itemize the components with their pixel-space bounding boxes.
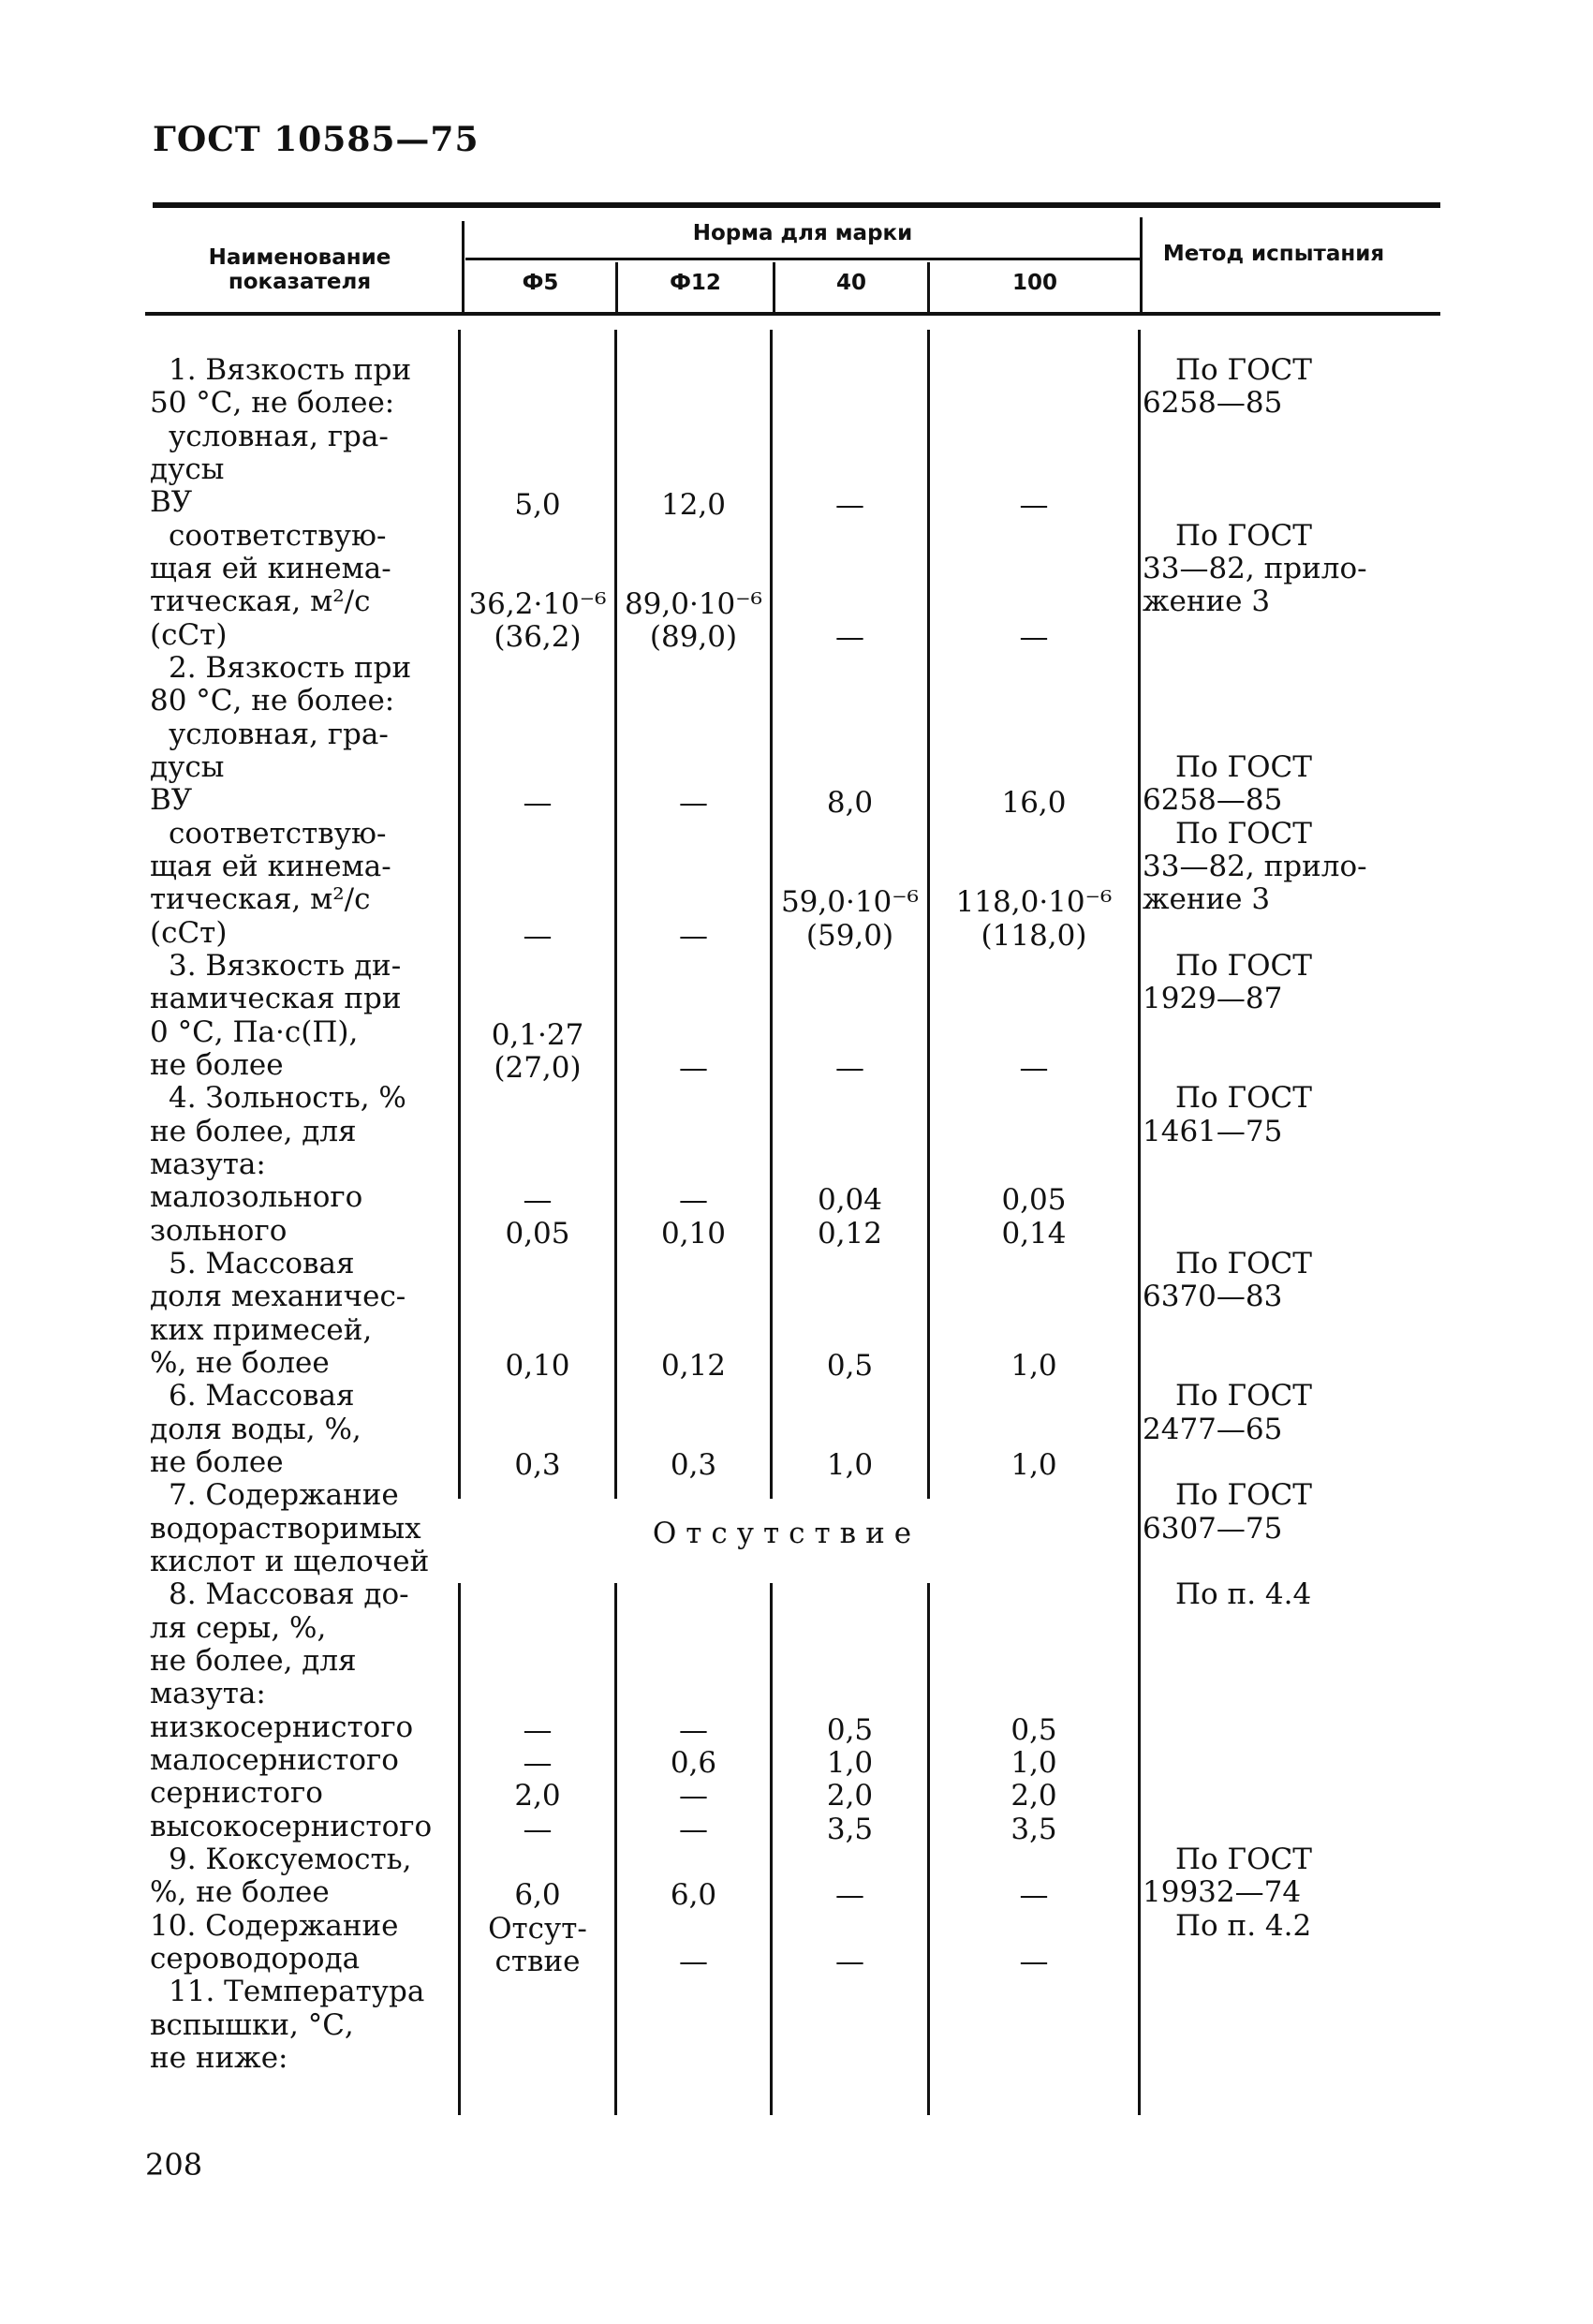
value-cell-40: 59,0·10⁻⁶: [780, 885, 920, 919]
header-name: Наименование показателя: [208, 245, 391, 294]
name-line: 80 °С, не более:: [150, 684, 395, 718]
method-line: 1929—87: [1143, 982, 1283, 1015]
name-line: не более, для: [150, 1644, 357, 1678]
name-line: доля механичес-: [150, 1280, 406, 1313]
value-cell-f5: (36,2): [494, 620, 582, 654]
method-line: 6307—75: [1143, 1512, 1283, 1546]
value-cell-40: 2,0: [826, 1779, 874, 1813]
name-line: 8. Массовая до-: [169, 1577, 409, 1611]
header-method: Метод испытания: [1162, 242, 1385, 266]
name-line: кислот и щелочей: [150, 1545, 430, 1578]
value-cell-f5: 0,05: [505, 1217, 570, 1251]
value-cell-100: 1,0: [1010, 1746, 1057, 1780]
value-cell-f12: —: [679, 786, 708, 820]
method-line: По ГОСТ: [1175, 1843, 1312, 1876]
header-grade-100: 100: [1011, 271, 1057, 295]
method-line: По ГОСТ: [1175, 1478, 1312, 1512]
value-cell-f12: —: [679, 1051, 708, 1085]
name-line: %, не более: [150, 1875, 330, 1909]
name-line: условная, гра-: [169, 420, 389, 453]
value-cell-f12: —: [679, 1779, 708, 1813]
name-line: зольного: [150, 1214, 288, 1248]
value-cell-40: 1,0: [826, 1448, 874, 1482]
name-line: высокосернистого: [150, 1810, 433, 1843]
value-cell-f12: —: [679, 1945, 708, 1978]
value-cell-100: 3,5: [1010, 1813, 1057, 1846]
value-cell-40: —: [835, 620, 864, 654]
value-cell-40: 3,5: [826, 1813, 874, 1846]
value-cell-40: (59,0): [805, 919, 894, 953]
value-cell-100: (118,0): [981, 919, 1087, 953]
value-cell-f12: —: [679, 1813, 708, 1846]
name-line: низкосернистого: [150, 1710, 414, 1744]
method-line: По ГОСТ: [1175, 519, 1312, 553]
method-line: По ГОСТ: [1175, 1081, 1312, 1115]
name-line: водорастворимых: [150, 1512, 421, 1546]
value-cell-f5: 5,0: [514, 488, 561, 522]
header-divider: [773, 262, 775, 314]
name-line: намическая при: [150, 982, 402, 1015]
value-cell-f5: 0,3: [514, 1448, 561, 1482]
method-line: По ГОСТ: [1175, 949, 1312, 983]
absent-note: Отсутствие: [652, 1517, 922, 1550]
name-line: 0 °С, Па·с(П),: [150, 1015, 359, 1049]
value-cell-f5: ствие: [494, 1945, 581, 1978]
name-line: 11. Температура: [169, 1975, 425, 2008]
name-line: 1. Вязкость при: [169, 353, 412, 387]
value-cell-f5: —: [523, 919, 553, 953]
document-title: ГОСТ 10585—75: [153, 120, 479, 159]
header-divider: [462, 221, 465, 314]
name-line: вспышки, °С,: [150, 2008, 354, 2042]
value-cell-f5: (27,0): [494, 1051, 582, 1085]
name-line: 5. Массовая: [169, 1247, 355, 1280]
value-cell-f12: (89,0): [649, 620, 738, 654]
value-cell-f5: —: [523, 1713, 553, 1747]
name-line: малозольного: [150, 1180, 363, 1214]
method-line: По ГОСТ: [1175, 1247, 1312, 1280]
method-line: По п. 4.4: [1175, 1577, 1312, 1611]
value-cell-f5: Отсут-: [488, 1912, 587, 1946]
method-line: По ГОСТ: [1175, 750, 1312, 784]
value-cell-f12: 0,3: [670, 1448, 717, 1482]
body-divider: [770, 1583, 773, 2115]
method-line: По п. 4.2: [1175, 1909, 1312, 1943]
name-line: %, не более: [150, 1346, 330, 1380]
name-line: 4. Зольность, %: [169, 1081, 406, 1115]
name-line: не ниже:: [150, 2041, 288, 2075]
value-cell-f12: 0,10: [660, 1217, 727, 1251]
header-grade-f5: Ф5: [522, 271, 559, 295]
name-line: соответствую-: [169, 817, 387, 851]
name-line: доля воды, %,: [150, 1413, 361, 1446]
method-line: 1461—75: [1143, 1115, 1283, 1148]
value-cell-f5: 6,0: [514, 1878, 561, 1912]
value-cell-40: —: [835, 1051, 864, 1085]
method-line: По ГОСТ: [1175, 817, 1312, 851]
value-cell-f12: —: [679, 1713, 708, 1747]
value-cell-40: 1,0: [826, 1746, 874, 1780]
method-line: По ГОСТ: [1175, 1379, 1312, 1413]
method-line: жение 3: [1143, 882, 1271, 916]
name-line: тическая, м²/с: [150, 882, 371, 916]
value-cell-40: 0,5: [826, 1349, 874, 1383]
header-subrule: [465, 258, 1140, 260]
value-cell-40: —: [835, 1945, 864, 1978]
name-line: сероводорода: [150, 1942, 361, 1976]
method-line: 19932—74: [1143, 1875, 1302, 1909]
value-cell-f5: 0,1·27: [491, 1018, 584, 1052]
name-line: дусы: [150, 452, 225, 486]
value-cell-f5: —: [523, 1183, 553, 1217]
name-line: 3. Вязкость ди-: [169, 949, 402, 983]
header-divider: [927, 262, 930, 314]
header-rule: [145, 312, 1440, 316]
name-line: 6. Массовая: [169, 1379, 355, 1413]
name-line: ких примесей,: [150, 1313, 373, 1347]
header-norm: Норма для марки: [692, 221, 913, 245]
name-line: (сСт): [150, 618, 228, 652]
name-line: ВУ: [150, 485, 193, 519]
method-line: 33—82, прило-: [1143, 552, 1367, 585]
name-line: щая ей кинема-: [150, 850, 391, 883]
name-line: не более: [150, 1048, 284, 1082]
value-cell-100: 118,0·10⁻⁶: [955, 885, 1113, 919]
value-cell-f5: —: [523, 1746, 553, 1780]
header-divider: [615, 262, 618, 314]
value-cell-f12: —: [679, 1183, 708, 1217]
page-number: 208: [145, 2147, 203, 2183]
name-line: 7. Содержание: [169, 1478, 399, 1512]
value-cell-40: 8,0: [826, 786, 874, 820]
name-line: малосернистого: [150, 1743, 399, 1777]
name-line: (сСт): [150, 916, 228, 950]
value-cell-100: 1,0: [1010, 1448, 1057, 1482]
value-cell-f12: 0,6: [670, 1746, 717, 1780]
header-grade-f12: Ф12: [670, 271, 721, 295]
value-cell-f5: —: [523, 786, 553, 820]
value-cell-100: —: [1019, 620, 1049, 654]
method-line: 6370—83: [1143, 1280, 1283, 1313]
name-line: дусы: [150, 750, 225, 784]
value-cell-f5: 2,0: [514, 1779, 561, 1813]
method-line: жение 3: [1143, 585, 1271, 618]
body-divider: [614, 1583, 617, 2115]
name-line: условная, гра-: [169, 718, 389, 751]
name-line: 10. Содержание: [150, 1909, 399, 1943]
name-line: 2. Вязкость при: [169, 651, 412, 685]
value-cell-f12: 12,0: [660, 488, 727, 522]
value-cell-100: 16,0: [1001, 786, 1067, 820]
value-cell-f12: 89,0·10⁻⁶: [624, 587, 763, 621]
name-line: тическая, м²/с: [150, 585, 371, 618]
value-cell-100: —: [1019, 1051, 1049, 1085]
name-line: щая ей кинема-: [150, 552, 391, 585]
value-cell-f5: 0,10: [505, 1349, 570, 1383]
value-cell-100: 0,14: [1001, 1217, 1067, 1251]
name-line: сернистого: [150, 1776, 323, 1810]
value-cell-100: 2,0: [1010, 1779, 1057, 1813]
top-rule: [153, 202, 1440, 208]
value-cell-40: 0,04: [817, 1183, 883, 1217]
value-cell-f5: —: [523, 1813, 553, 1846]
method-line: По ГОСТ: [1175, 353, 1312, 387]
value-cell-f5: 36,2·10⁻⁶: [468, 587, 607, 621]
value-cell-100: —: [1019, 488, 1049, 522]
method-line: 33—82, прило-: [1143, 850, 1367, 883]
body-divider: [927, 1583, 930, 2115]
name-line: соответствую-: [169, 519, 387, 553]
value-cell-40: 0,5: [826, 1713, 874, 1747]
name-line: ВУ: [150, 783, 193, 817]
value-cell-40: 0,12: [817, 1217, 883, 1251]
method-line: 6258—85: [1143, 386, 1283, 420]
value-cell-f12: —: [679, 919, 708, 953]
value-cell-40: —: [835, 1878, 864, 1912]
value-cell-f12: 0,12: [660, 1349, 727, 1383]
name-line: ля серы, %,: [150, 1611, 327, 1645]
value-cell-100: 1,0: [1010, 1349, 1057, 1383]
value-cell-100: 0,05: [1001, 1183, 1067, 1217]
name-line: мазута:: [150, 1677, 266, 1710]
body-divider: [1138, 330, 1141, 2115]
name-line: мазута:: [150, 1147, 266, 1181]
value-cell-100: 0,5: [1010, 1713, 1057, 1747]
name-line: не более: [150, 1445, 284, 1479]
method-line: 6258—85: [1143, 783, 1283, 817]
value-cell-f12: 6,0: [670, 1878, 717, 1912]
name-line: не более, для: [150, 1115, 357, 1148]
body-divider: [458, 1583, 461, 2115]
value-cell-100: —: [1019, 1878, 1049, 1912]
header-divider: [1140, 217, 1143, 314]
name-line: 50 °С, не более:: [150, 386, 395, 420]
value-cell-40: —: [835, 488, 864, 522]
header-grade-40: 40: [835, 271, 866, 295]
method-line: 2477—65: [1143, 1413, 1283, 1446]
name-line: 9. Коксуемость,: [169, 1843, 412, 1876]
value-cell-100: —: [1019, 1945, 1049, 1978]
